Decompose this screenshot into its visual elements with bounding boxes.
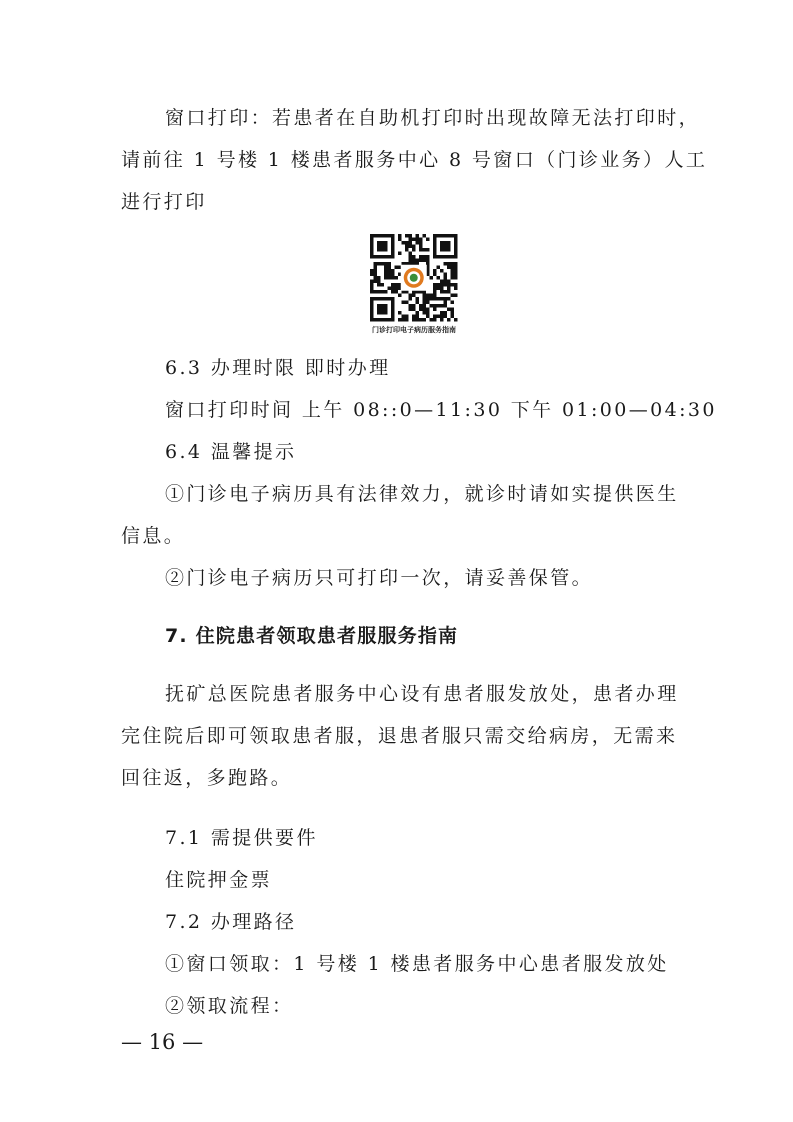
paragraph-line: 回往返，多跑路。 xyxy=(121,767,293,789)
paragraph-line: 抚矿总医院患者服务中心设有患者服发放处，患者办理 xyxy=(165,683,679,705)
paragraph-line: 窗口打印时间 上午 08::0—11:30 下午 01:00—04:30 xyxy=(165,399,717,421)
section-heading-7: 7. 住院患者领取患者服服务指南 xyxy=(165,625,459,647)
paragraph-line: 住院押金票 xyxy=(165,869,273,891)
paragraph-line: ①门诊电子病历具有法律效力，就诊时请如实提供医生 xyxy=(165,483,679,505)
section-heading-6-3: 6.3 办理时限 即时办理 xyxy=(165,357,391,379)
section-heading-7-2: 7.2 办理路径 xyxy=(165,911,297,933)
section-heading-6-4: 6.4 温馨提示 xyxy=(165,441,297,463)
paragraph-line: 完住院后即可领取患者服，退患者服只需交给病房，无需来 xyxy=(121,725,678,747)
paragraph-line: 信息。 xyxy=(121,525,186,547)
paragraph-line: ①窗口领取：1 号楼 1 楼患者服务中心患者服发放处 xyxy=(165,953,669,975)
qr-code-image xyxy=(364,231,464,323)
paragraph-line: 窗口打印：若患者在自助机打印时出现故障无法打印时， xyxy=(165,107,701,129)
page-number: — 16 — xyxy=(121,1030,204,1054)
section-heading-7-1: 7.1 需提供要件 xyxy=(165,827,318,849)
paragraph-line: 请前往 1 号楼 1 楼患者服务中心 8 号窗口（门诊业务）人工 xyxy=(121,149,708,171)
paragraph-line: 进行打印 xyxy=(121,191,207,213)
paragraph-line: ②门诊电子病历只可打印一次，请妥善保管。 xyxy=(165,567,594,589)
qr-code-caption: 门诊打印电子病历服务指南 xyxy=(372,326,456,334)
paragraph-line: ②领取流程： xyxy=(165,995,294,1017)
